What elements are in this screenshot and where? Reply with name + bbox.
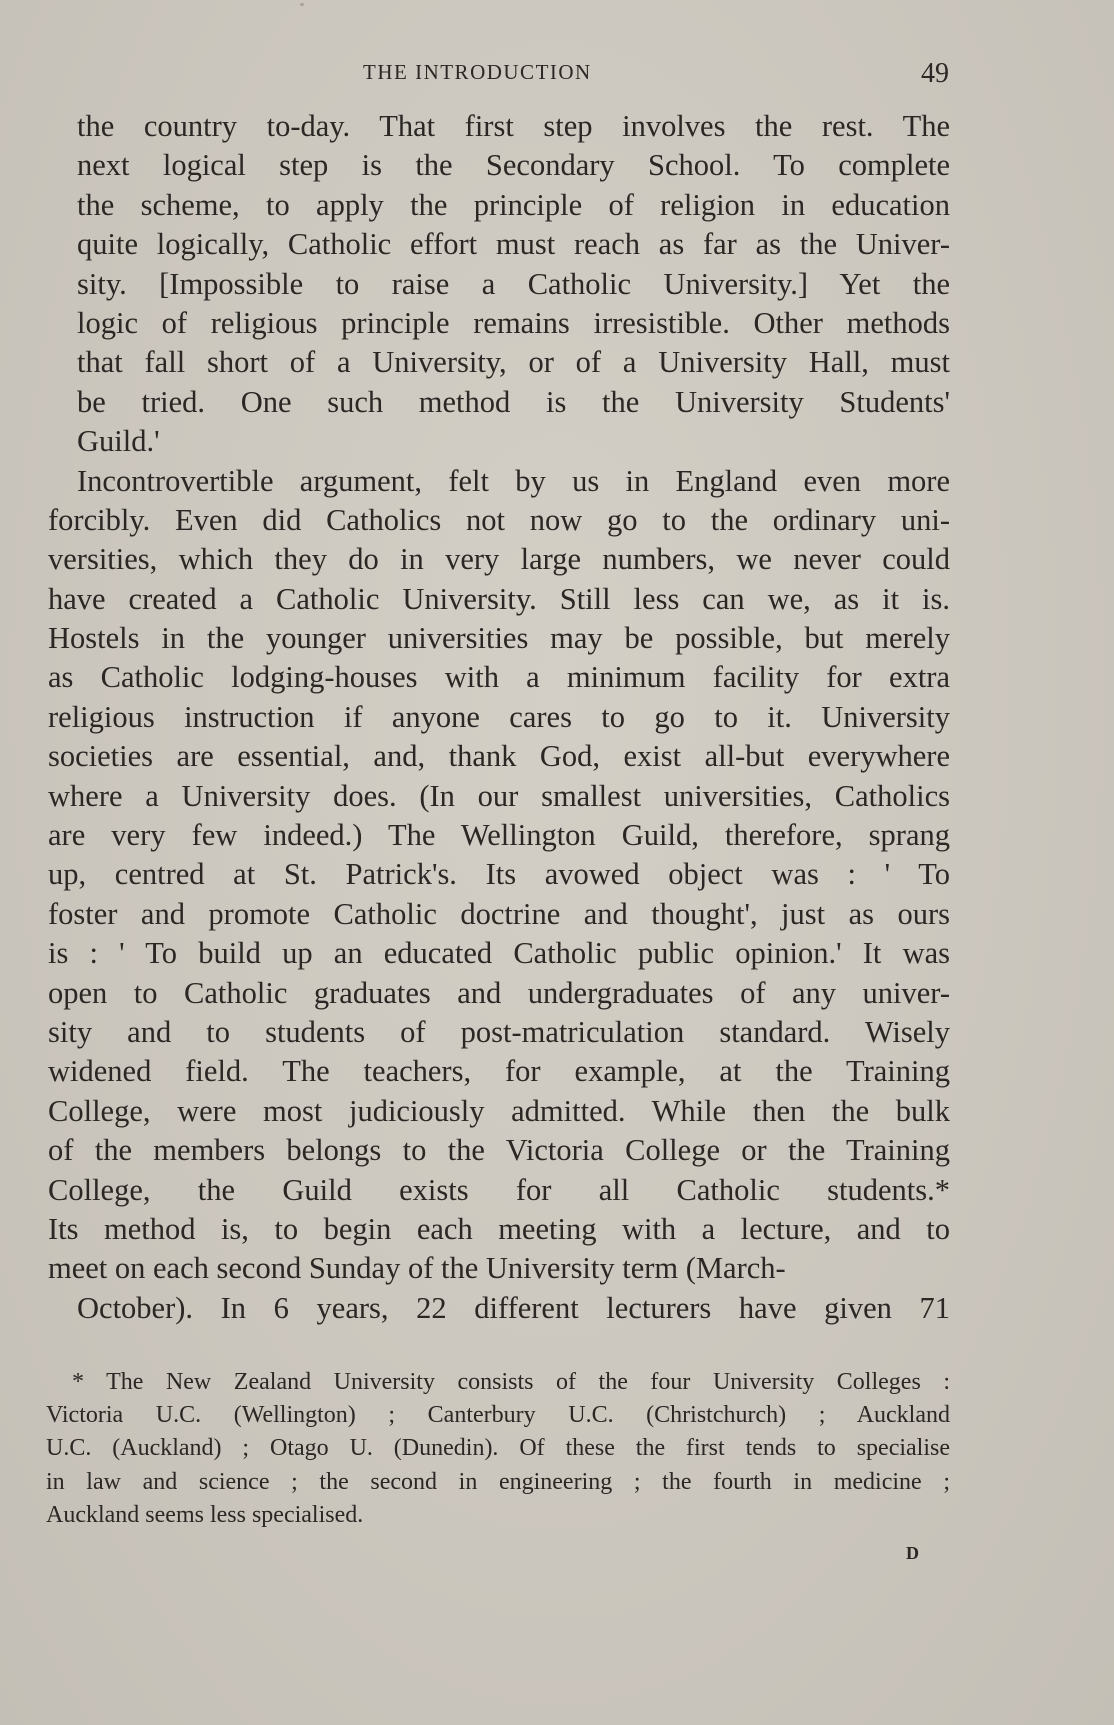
- footnote-line: in law and science ; the second in engineering ; the fourth in medicine ;: [46, 1468, 950, 1495]
- text-line: [48, 1328, 950, 1367]
- page-number: 49: [921, 58, 949, 89]
- text-line: open to Catholic graduates and undergraduates of any univer-: [48, 975, 950, 1010]
- text-line: College, were most judiciously admitted. While then the bulk: [48, 1093, 950, 1128]
- text-line: versities, which they do in very large numbers, we never could: [48, 542, 950, 577]
- text-line: College, the Guild exists for all Catholic students.*: [48, 1172, 950, 1207]
- text-line: foster and promote Catholic doctrine and thought', just as ours: [48, 896, 950, 931]
- signature-mark: D: [906, 1543, 920, 1563]
- text-line: Incontrovertible argument, felt by us in England even more: [77, 463, 950, 498]
- text-line: are very few indeed.) The Wellington Guild, therefore, sprang: [48, 818, 950, 853]
- text-line: the scheme, to apply the principle of religion in education: [77, 187, 950, 222]
- text-line: is : ' To build up an educated Catholic public opinion.' It was: [48, 936, 950, 971]
- footnote: [46, 1366, 950, 1532]
- text-line: that fall short of a University, or of a University Hall, must: [77, 345, 950, 380]
- text-line: Its method is, to begin each meeting with a lecture, and to: [48, 1211, 950, 1246]
- text-line: meet on each second Sunday of the University term (March-: [48, 1251, 786, 1286]
- text-line: have created a Catholic University. Still less can we, as it is.: [48, 581, 950, 616]
- text-line: sity. [Impossible to raise a Catholic University.] Yet the: [77, 266, 950, 301]
- text-line: sity and to students of post-matriculation standard. Wisely: [48, 1014, 950, 1049]
- text-line: religious instruction if anyone cares to go to it. University: [48, 699, 950, 734]
- text-line: October). In 6 years, 22 different lecturers have given 71: [77, 1290, 950, 1325]
- body-text: [48, 107, 950, 1407]
- footnote-line: U.C. (Auckland) ; Otago U. (Dunedin). Of these the first tends to specialise: [46, 1435, 950, 1462]
- text-line: logic of religious principle remains irresistible. Other methods: [77, 305, 950, 340]
- footnote-line: Victoria U.C. (Wellington) ; Canterbury U.C. (Christchurch) ; Auckland: [46, 1402, 950, 1429]
- running-head: [0, 58, 1114, 94]
- running-title: THE INTRODUCTION: [363, 60, 592, 84]
- text-line: the country to-day. That first step involves the rest. The: [77, 109, 950, 143]
- footnote-line: Auckland seems less specialised.: [46, 1501, 364, 1528]
- text-line: quite logically, Catholic effort must reach as far as the Univer-: [77, 227, 950, 262]
- text-line: of the members belongs to the Victoria College or the Training: [48, 1133, 950, 1168]
- text-line: up, centred at St. Patrick's. Its avowed object was : ' To: [48, 857, 950, 892]
- text-line: where a University does. (In our smallest universities, Catholics: [48, 778, 950, 813]
- paper-speck: [300, 3, 304, 6]
- text-line: societies are essential, and, thank God, exist all-but everywhere: [48, 739, 950, 774]
- text-line: widened field. The teachers, for example, at the Training: [48, 1054, 950, 1089]
- text-line: as Catholic lodging-houses with a minimum facility for extra: [48, 660, 950, 695]
- text-line: be tried. One such method is the University Students': [77, 384, 950, 419]
- text-line: forcibly. Even did Catholics not now go to the ordinary uni-: [48, 502, 950, 537]
- footnote-line: * The New Zealand University consists of the four University Colleges :: [72, 1369, 950, 1395]
- text-line: next logical step is the Secondary School. To complete: [77, 148, 950, 183]
- text-line: Guild.': [77, 424, 160, 459]
- text-line: Hostels in the younger universities may be possible, but merely: [48, 621, 950, 656]
